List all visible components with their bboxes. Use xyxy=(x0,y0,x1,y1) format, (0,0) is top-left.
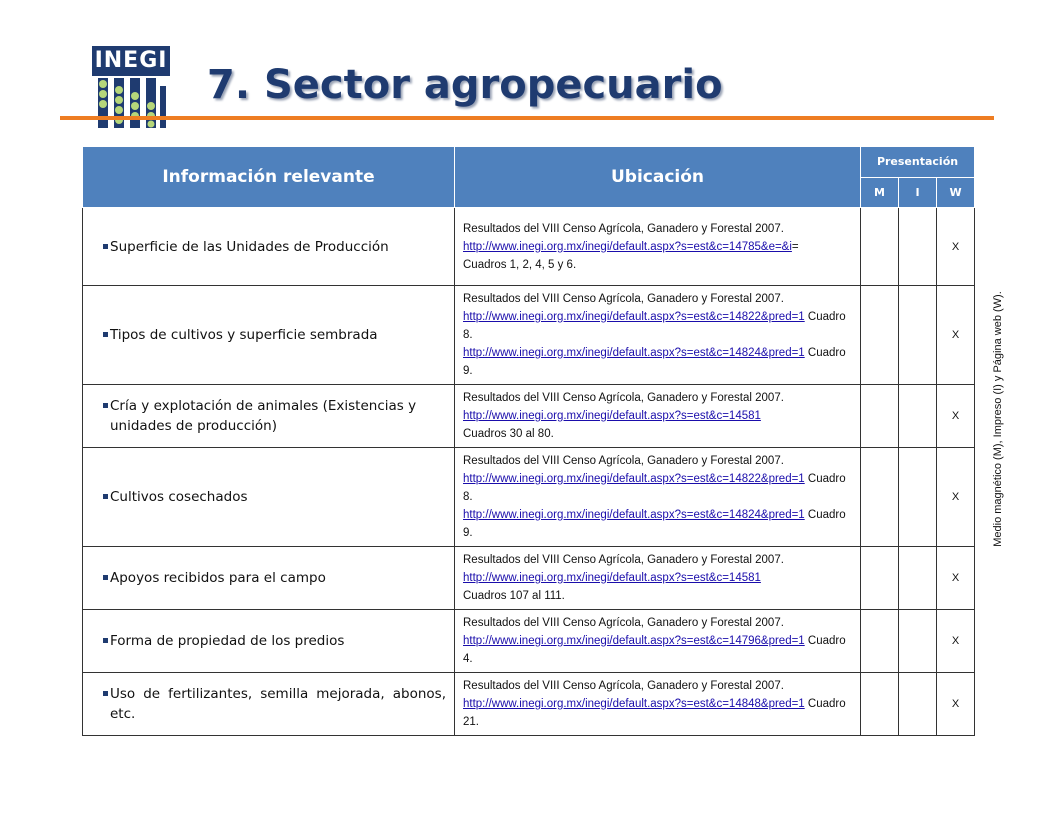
cell-w: X xyxy=(937,448,975,547)
page-title: 7. Sector agropecuario xyxy=(207,62,723,108)
location-link[interactable]: http://www.inegi.org.mx/inegi/default.aspx?s=est&c=14581 xyxy=(463,410,761,422)
cell-m xyxy=(861,208,899,286)
cell-m xyxy=(861,385,899,448)
cell-w: X xyxy=(937,673,975,736)
header-location: Ubicación xyxy=(455,147,861,208)
table-row xyxy=(83,208,975,286)
cell-i xyxy=(899,385,937,448)
info-cell: Cultivos cosechados xyxy=(83,448,455,547)
cell-w: X xyxy=(937,610,975,673)
info-cell: Uso de fertilizantes, semilla mejorada, abonos, etc. xyxy=(83,673,455,736)
cell-m xyxy=(861,673,899,736)
location-cell: Resultados del VIII Censo Agrícola, Ganadero y Forestal 2007. http://www.inegi.org.mx/inegi/default.aspx?s=est&c=14785&e=&i= Cuadros 1, 2, 4, 5 y 6. xyxy=(455,208,861,286)
cell-i xyxy=(899,448,937,547)
bullet-icon xyxy=(103,691,108,696)
cell-w: X xyxy=(937,547,975,610)
location-link[interactable]: http://www.inegi.org.mx/inegi/default.aspx?s=est&c=14824&pred=1 xyxy=(463,347,805,359)
cell-m xyxy=(861,610,899,673)
logo-wordmark: INEGI xyxy=(92,46,170,76)
bullet-icon xyxy=(103,403,108,408)
location-link[interactable]: http://www.inegi.org.mx/inegi/default.aspx?s=est&c=14785&e=&i xyxy=(463,240,792,253)
cell-m xyxy=(861,547,899,610)
cell-i xyxy=(899,673,937,736)
header-w: W xyxy=(937,177,975,208)
table-row xyxy=(83,673,975,736)
cell-w: X xyxy=(937,385,975,448)
location-link[interactable]: http://www.inegi.org.mx/inegi/default.aspx?s=est&c=14822&pred=1 xyxy=(463,473,805,485)
table-row xyxy=(83,385,975,448)
bullet-icon xyxy=(103,494,108,499)
title-rule xyxy=(60,116,994,120)
table-row xyxy=(83,448,975,547)
info-table xyxy=(82,146,975,736)
location-link[interactable]: http://www.inegi.org.mx/inegi/default.aspx?s=est&c=14822&pred=1 xyxy=(463,311,805,323)
cell-i xyxy=(899,547,937,610)
bullet-icon xyxy=(103,244,108,249)
side-note-text: Medio magnético (M), Impreso (I) y Página web (W). xyxy=(992,291,1004,547)
info-cell: Apoyos recibidos para el campo xyxy=(83,547,455,610)
table-row xyxy=(83,286,975,385)
bullet-icon xyxy=(103,575,108,580)
info-cell: Forma de propiedad de los predios xyxy=(83,610,455,673)
table-row xyxy=(83,610,975,673)
location-link[interactable]: http://www.inegi.org.mx/inegi/default.aspx?s=est&c=14824&pred=1 xyxy=(463,509,805,521)
cell-m xyxy=(861,286,899,385)
location-link[interactable]: http://www.inegi.org.mx/inegi/default.aspx?s=est&c=14796&pred=1 xyxy=(463,635,805,647)
info-cell: Tipos de cultivos y superficie sembrada xyxy=(83,286,455,385)
cell-w: X xyxy=(937,208,975,286)
bullet-icon xyxy=(103,638,108,643)
cell-w: X xyxy=(937,286,975,385)
header-m: M xyxy=(861,177,899,208)
cell-m xyxy=(861,448,899,547)
info-cell: Superficie de las Unidades de Producción xyxy=(83,208,455,286)
info-cell: Cría y explotación de animales (Existencias y unidades de producción) xyxy=(83,385,455,448)
header-i: I xyxy=(899,177,937,208)
header-info: Información relevante xyxy=(83,147,455,208)
cell-i xyxy=(899,610,937,673)
cell-i xyxy=(899,286,937,385)
location-cell: Resultados del VIII Censo Agrícola, Ganadero y Forestal 2007. http://www.inegi.org.mx/inegi/default.aspx?s=est&c=14581 Cuadros 107 al 111. xyxy=(455,547,861,610)
table-row xyxy=(83,547,975,610)
location-cell: Resultados del VIII Censo Agrícola, Ganadero y Forestal 2007. http://www.inegi.org.mx/inegi/default.aspx?s=est&c=14822&pred=1 Cuadro 8. http://www.inegi.org.mx/inegi/default.aspx?s=est&c=14824&pred=1 Cuadro 9. xyxy=(455,448,861,547)
location-link[interactable]: http://www.inegi.org.mx/inegi/default.aspx?s=est&c=14848&pred=1 xyxy=(463,698,805,710)
location-cell: Resultados del VIII Censo Agrícola, Ganadero y Forestal 2007. http://www.inegi.org.mx/inegi/default.aspx?s=est&c=14796&pred=1 Cuadro 4. xyxy=(455,610,861,673)
cell-i xyxy=(899,208,937,286)
bullet-icon xyxy=(103,332,108,337)
location-link[interactable]: http://www.inegi.org.mx/inegi/default.aspx?s=est&c=14581 xyxy=(463,572,761,584)
header-presentation: Presentación xyxy=(861,147,975,178)
location-cell: Resultados del VIII Censo Agrícola, Ganadero y Forestal 2007. http://www.inegi.org.mx/inegi/default.aspx?s=est&c=14581 Cuadros 30 al 80. xyxy=(455,385,861,448)
side-note xyxy=(988,268,1008,570)
location-cell: Resultados del VIII Censo Agrícola, Ganadero y Forestal 2007. http://www.inegi.org.mx/inegi/default.aspx?s=est&c=14848&pred=1 Cuadro 21. xyxy=(455,673,861,736)
location-cell: Resultados del VIII Censo Agrícola, Ganadero y Forestal 2007. http://www.inegi.org.mx/inegi/default.aspx?s=est&c=14822&pred=1 Cuadro 8. http://www.inegi.org.mx/inegi/default.aspx?s=est&c=14824&pred=1 Cuadro 9. xyxy=(455,286,861,385)
